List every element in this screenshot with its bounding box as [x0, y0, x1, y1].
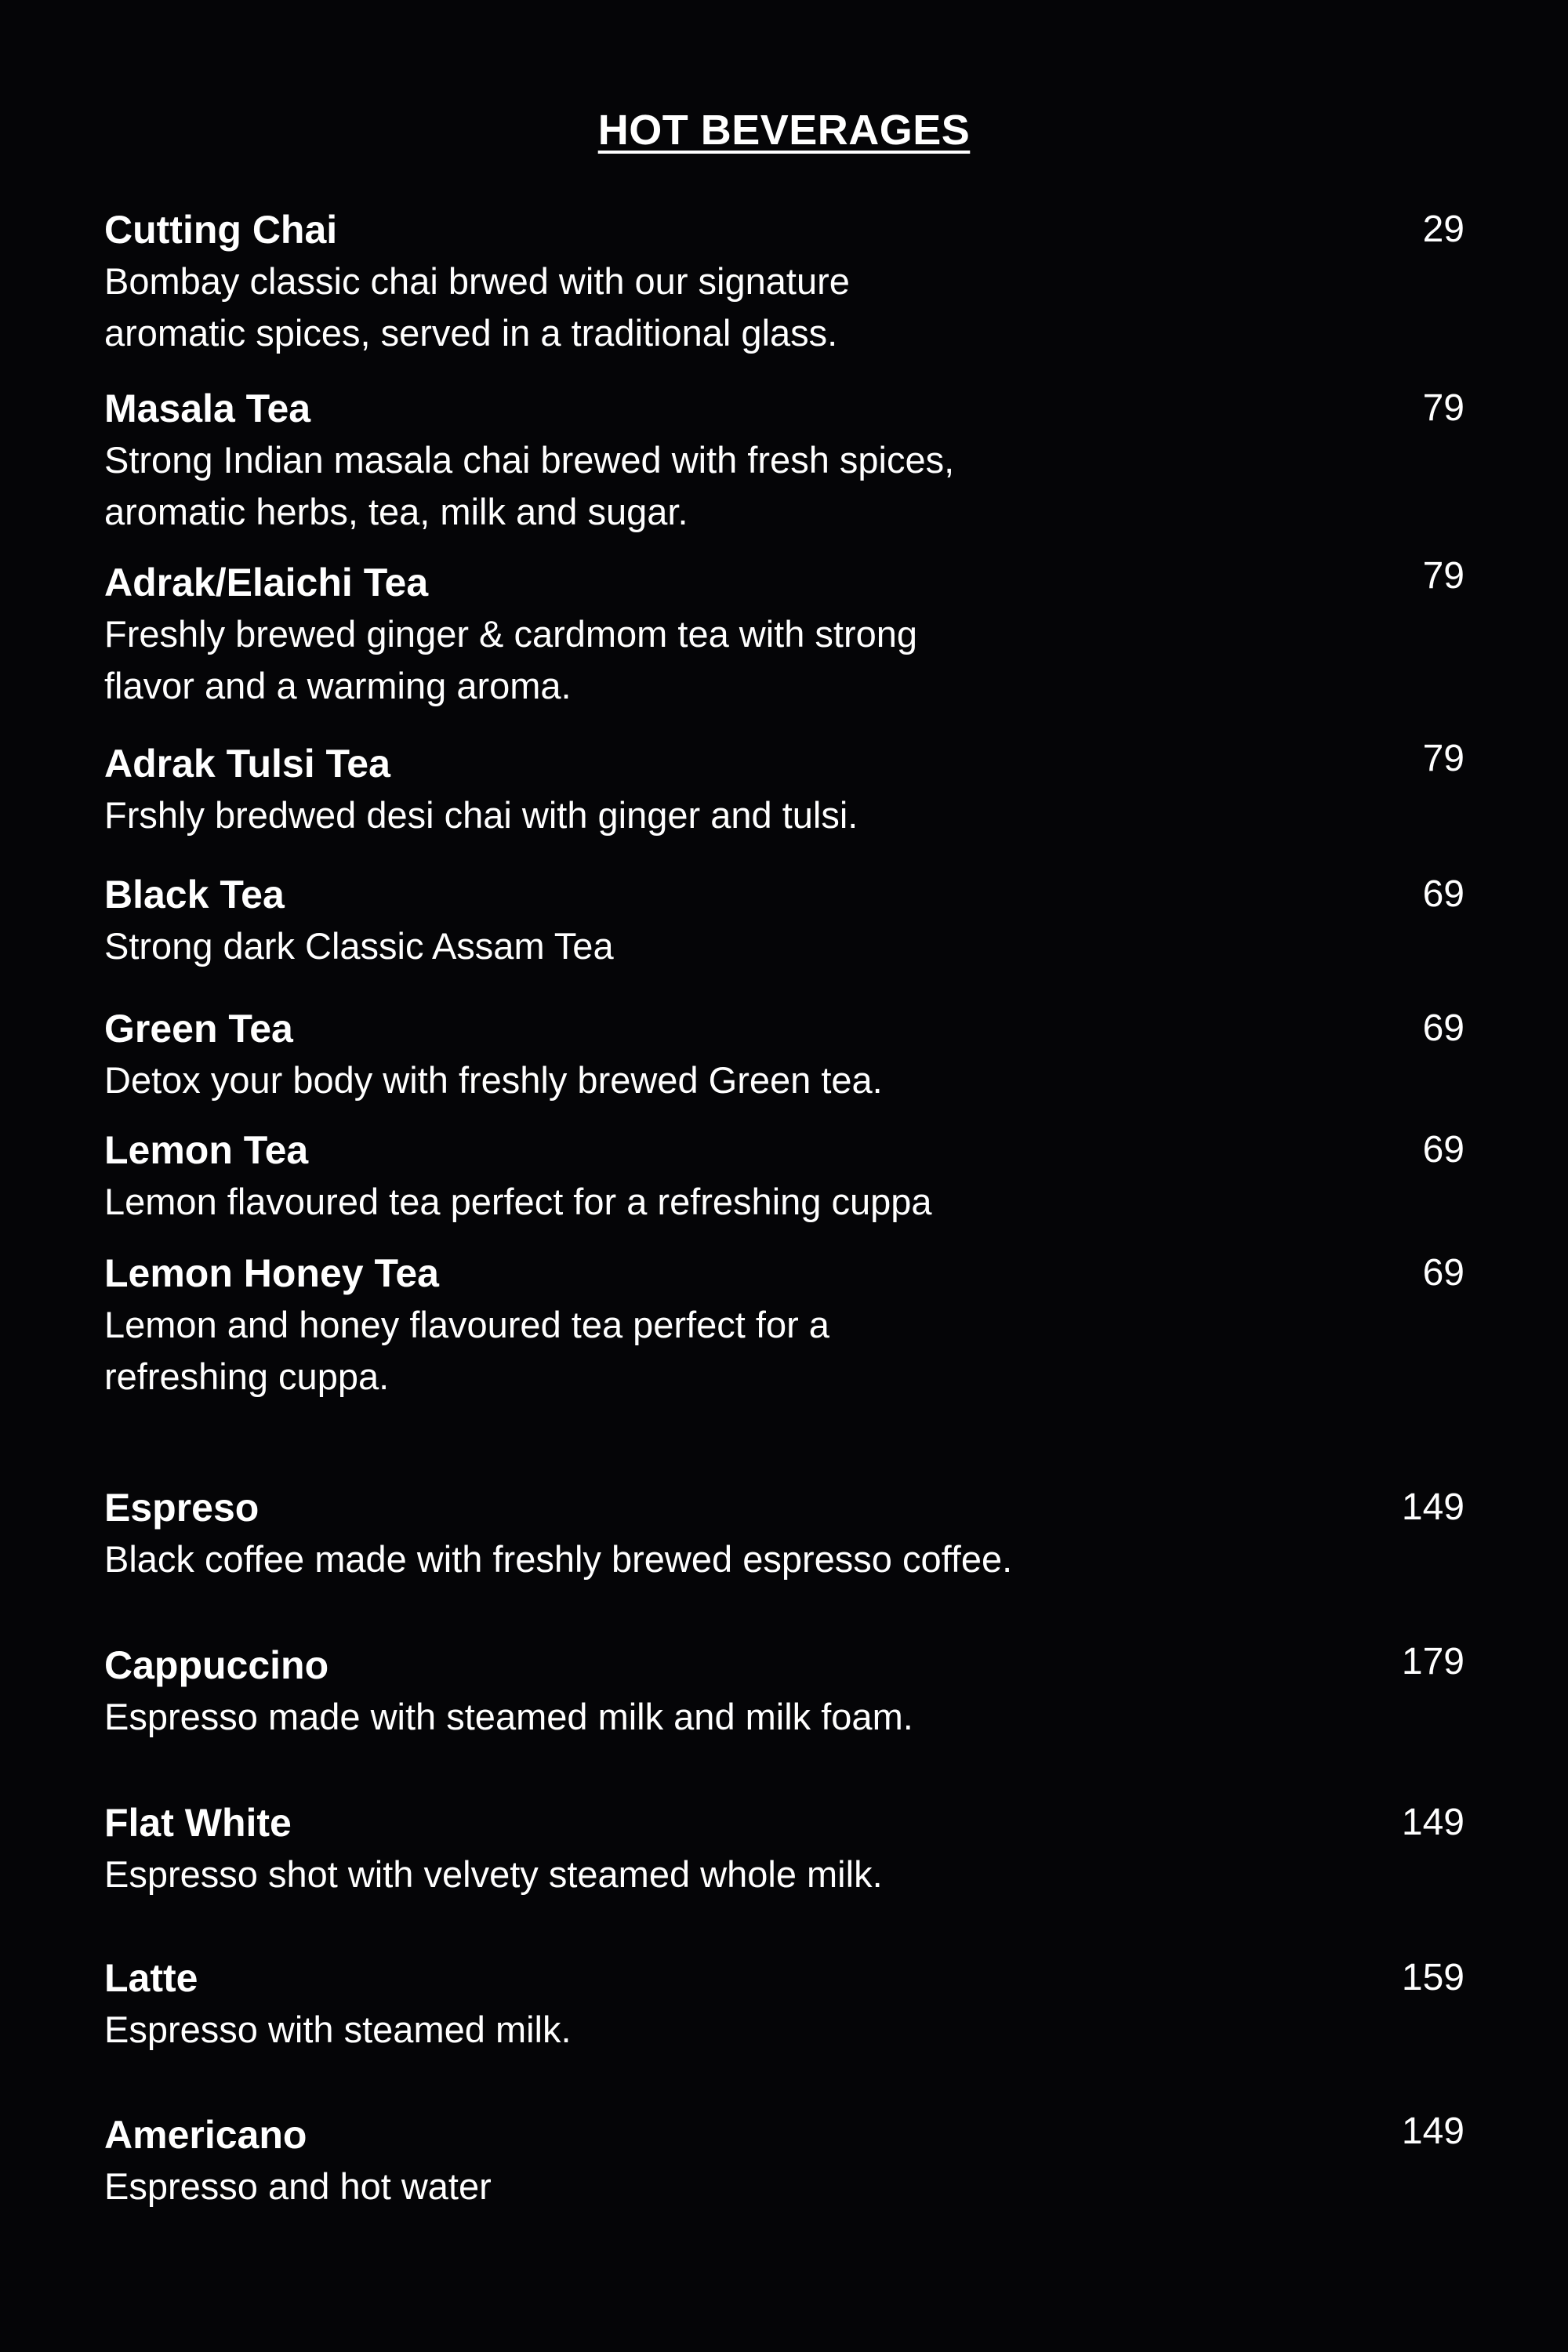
- item-name: Flat White: [104, 1801, 292, 1845]
- menu-item-flat-white: [104, 1797, 1465, 1900]
- item-name: Black Tea: [104, 873, 285, 916]
- item-price: 69: [1422, 1129, 1465, 1171]
- item-description: Espresso shot with velvety steamed whole milk.: [104, 1853, 883, 1895]
- menu-item-lemon-honey-tea: [104, 1247, 1465, 1403]
- item-name: Adrak/Elaichi Tea: [104, 561, 429, 604]
- item-description: Bombay classic chai brwed with our signature aromatic spices, served in a traditional glass.: [104, 260, 850, 354]
- item-price: 69: [1422, 873, 1465, 915]
- item-price: 79: [1422, 738, 1465, 779]
- item-description: Black coffee made with freshly brewed espresso coffee.: [104, 1538, 1013, 1580]
- item-price: 149: [1401, 1486, 1465, 1528]
- menu-item-black-tea: [104, 869, 1465, 972]
- item-name: Latte: [104, 1956, 198, 2000]
- item-description: Strong Indian masala chai brewed with fresh spices, aromatic herbs, tea, milk and sugar.: [104, 439, 955, 532]
- item-name: Cutting Chai: [104, 208, 338, 252]
- menu-item-masala-tea: [104, 383, 1465, 538]
- menu-item-americano: [104, 2109, 1465, 2212]
- item-description: Espresso with steamed milk.: [104, 2009, 572, 2050]
- item-description: Lemon and honey flavoured tea perfect for a refreshing cuppa.: [104, 1304, 829, 1397]
- item-price: 69: [1422, 1007, 1465, 1049]
- item-price: 179: [1401, 1641, 1465, 1682]
- menu-item-espreso: [104, 1482, 1465, 1585]
- item-description: Frshly bredwed desi chai with ginger and tulsi.: [104, 794, 858, 836]
- item-price: 149: [1401, 2111, 1465, 2152]
- item-description: Espresso and hot water: [104, 2165, 492, 2207]
- menu-item-latte: [104, 1952, 1465, 2056]
- item-name: Espreso: [104, 1486, 260, 1530]
- item-price: 149: [1401, 1802, 1465, 1843]
- item-name: Green Tea: [104, 1007, 293, 1051]
- item-name: Lemon Honey Tea: [104, 1251, 439, 1295]
- menu-item-adrak-elaichi-tea: [104, 557, 1465, 712]
- menu-item-cutting-chai: [104, 204, 1465, 359]
- item-description: Detox your body with freshly brewed Green tea.: [104, 1059, 883, 1101]
- item-name: Adrak Tulsi Tea: [104, 742, 390, 786]
- menu-item-green-tea: [104, 1003, 1465, 1106]
- item-name: Americano: [104, 2113, 307, 2157]
- item-description: Freshly brewed ginger & cardmom tea with strong flavor and a warming aroma.: [104, 613, 918, 706]
- item-price: 69: [1422, 1252, 1465, 1294]
- menu-item-adrak-tulsi-tea: [104, 738, 1465, 841]
- item-name: Masala Tea: [104, 387, 311, 430]
- item-description: Lemon flavoured tea perfect for a refreshing cuppa: [104, 1181, 932, 1222]
- item-price: 79: [1422, 555, 1465, 597]
- item-price: 79: [1422, 387, 1465, 429]
- menu-title: HOT BEVERAGES: [597, 107, 971, 154]
- item-name: Lemon Tea: [104, 1128, 309, 1172]
- item-name: Cappuccino: [104, 1643, 329, 1687]
- item-price: 159: [1401, 1957, 1465, 1998]
- item-price: 29: [1422, 209, 1465, 250]
- item-description: Strong dark Classic Assam Tea: [104, 925, 614, 967]
- menu-item-lemon-tea: [104, 1124, 1465, 1228]
- item-description: Espresso made with steamed milk and milk foam.: [104, 1696, 913, 1737]
- menu-item-cappuccino: [104, 1639, 1465, 1743]
